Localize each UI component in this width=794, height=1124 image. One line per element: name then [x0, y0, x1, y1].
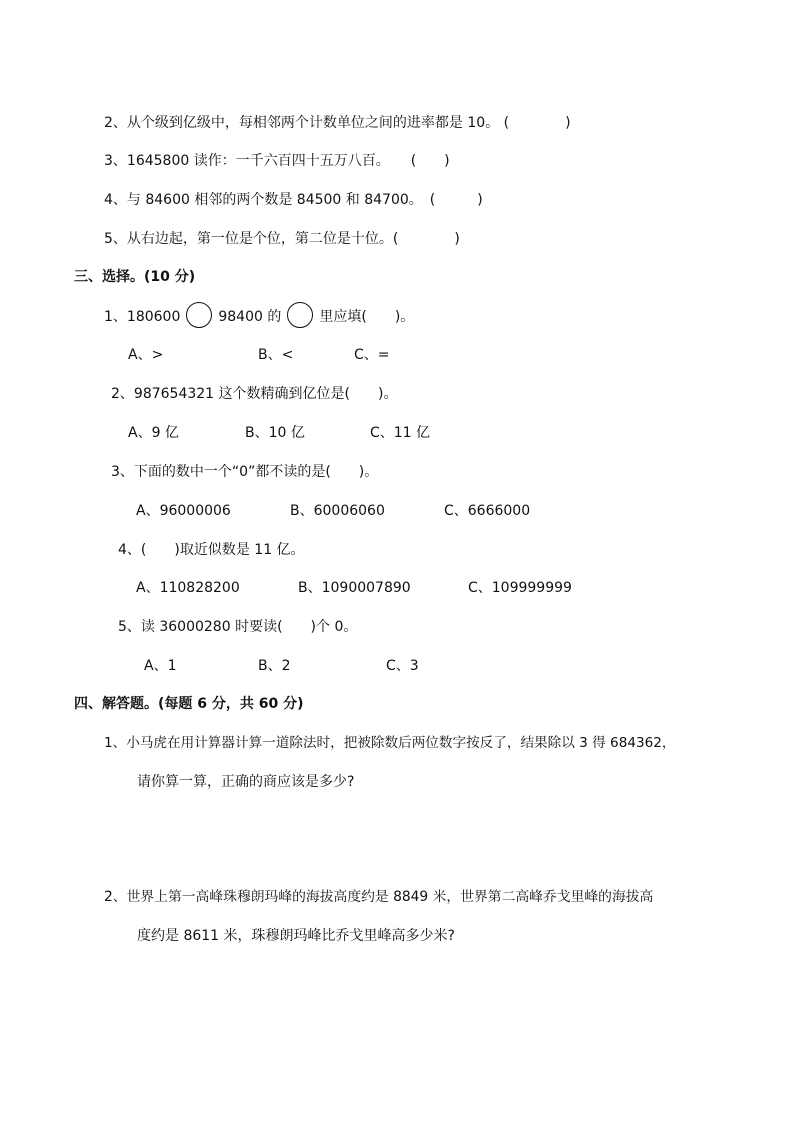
judgement-item-3: 3、1645800 读作：一千六百四十五万八百。 ( ) [104, 153, 450, 169]
comparison-circle-icon [287, 302, 313, 328]
answer-question-2-line-1: 2、世界上第一高峰珠穆朗玛峰的海拔高度约是 8849 米，世界第二高峰乔戈里峰的海拔高 [104, 889, 654, 905]
choice-q3-option-b: B、60006060 [290, 503, 385, 519]
choice-q1-option-b: B、< [258, 347, 294, 363]
choice-q4-option-b: B、1090007890 [298, 580, 411, 596]
judgement-item-5: 5、从右边起，第一位是个位，第二位是十位。( ) [104, 231, 460, 247]
judgement-item-2: 2、从个级到亿级中，每相邻两个计数单位之间的进率都是 10。 ( ) [104, 115, 571, 131]
choice-q3-option-c: C、6666000 [444, 503, 531, 519]
choice-q2-option-b: B、10 亿 [245, 425, 305, 441]
choice-q2-option-a: A、9 亿 [128, 425, 179, 441]
choice-q5-option-c: C、3 [386, 658, 419, 674]
choice-q2-option-c: C、11 亿 [370, 425, 431, 441]
choice-q1-option-a: A、> [128, 347, 164, 363]
choice-question-1 [104, 306, 414, 328]
judgement-item-4: 4、与 84600 相邻的两个数是 84500 和 84700。 ( ) [104, 192, 483, 208]
choice-question-4: 4、( )取近似数是 11 亿。 [118, 542, 305, 558]
choice-q1-part2: 98400 的 [218, 309, 282, 325]
choice-q4-option-c: C、109999999 [468, 580, 572, 596]
choice-q1-part3: 里应填( )。 [319, 309, 415, 325]
choice-q1-option-c: C、= [354, 347, 390, 363]
section-answer-heading: 四、解答题。(每题 6 分，共 60 分) [74, 696, 304, 712]
answer-question-1-line-1: 1、小马虎在用计算器计算一道除法时，把被除数后两位数字按反了，结果除以 3 得 684362， [104, 735, 676, 751]
choice-q3-option-a: A、96000006 [136, 503, 231, 519]
answer-question-1-line-2: 请你算一算，正确的商应该是多少? [137, 774, 355, 790]
section-choice-heading: 三、选择。(10 分) [74, 269, 196, 285]
choice-q5-option-b: B、2 [258, 658, 291, 674]
choice-q5-option-a: A、1 [144, 658, 177, 674]
comparison-circle-icon [186, 302, 212, 328]
choice-question-2: 2、987654321 这个数精确到亿位是( )。 [111, 386, 398, 402]
choice-question-5: 5、读 36000280 时要读( )个 0。 [118, 619, 358, 635]
choice-q4-option-a: A、110828200 [136, 580, 240, 596]
choice-q1-part1: 1、180600 [104, 309, 181, 325]
answer-question-2-line-2: 度约是 8611 米，珠穆朗玛峰比乔戈里峰高多少米? [137, 928, 455, 944]
choice-question-3: 3、下面的数中一个“0”都不读的是( )。 [111, 464, 379, 480]
